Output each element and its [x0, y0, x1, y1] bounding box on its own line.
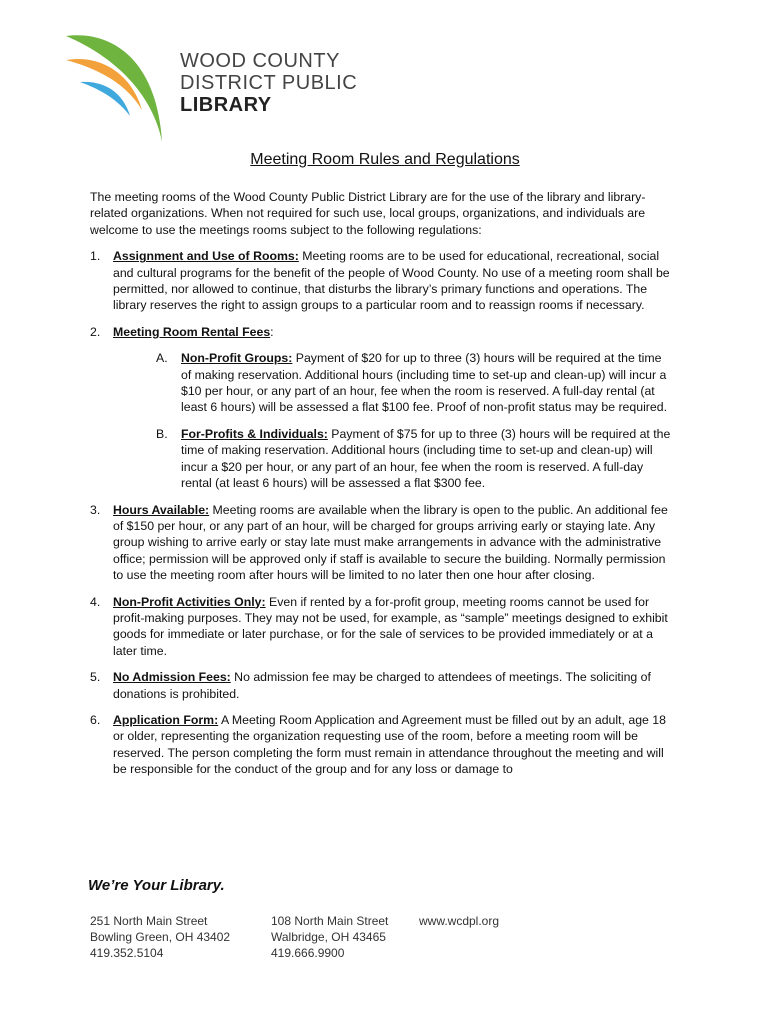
rule-number: 2.: [90, 324, 101, 339]
website-url[interactable]: www.wcdpl.org: [419, 914, 500, 928]
address-city: Bowling Green, OH 43402: [90, 930, 231, 944]
rule-item-3: [90, 502, 675, 584]
rule-item-1: [90, 248, 675, 314]
rule-number: 5.: [90, 670, 101, 685]
rule-subitem-a: [90, 350, 675, 416]
rule-heading: Assignment and Use of Rooms:: [113, 249, 299, 264]
rule-item-5: [90, 669, 675, 702]
rule-item-4: [90, 594, 675, 660]
address-walbridge: [271, 913, 388, 961]
logo-green-swoosh: [66, 35, 162, 142]
brand-line-1: WOOD COUNTY: [180, 50, 340, 72]
website-link[interactable]: [419, 913, 499, 929]
subitem-heading: For-Profits & Individuals:: [181, 426, 328, 441]
rule-text: Meeting rooms are available when the library is open to the public. An additional fee of $150 per hour, or any part of an hour, will be charged for groups arriving early or staying late. Any group wishing to arrive early or stay late must make arrangements in advance with the administrative office; permission will be approved only if staff is available to secure the building. Normally permission to use the meeting room after hours will be limited to no later then one hour after closing.: [113, 502, 668, 583]
rule-heading: Application Form:: [113, 712, 219, 727]
intro-paragraph: The meeting rooms of the Wood County Public District Library are for the use of the library and library-related organizations. When not required for such use, local groups, organizations, and individuals are welcome to use the meetings rooms subject to the following regulations:: [90, 190, 646, 237]
subitem-letter: A.: [156, 351, 168, 366]
rule-text: Meeting rooms are to be used for educational, recreational, social and cultural programs for the benefit of the people of Wood County. No use of a meeting room shall be permitted, nor allowed to continue, that disturbs the library’s primary functions and operations. The library reserves the right to assign groups to a particular room and to reassign rooms if necessary.: [113, 249, 670, 313]
library-logo-icon: [62, 30, 174, 144]
address-street: 251 North Main Street: [90, 914, 208, 928]
rule-item-2: [90, 324, 675, 340]
subitem-letter: B.: [156, 426, 168, 441]
rule-text: Even if rented by a for-profit group, meeting rooms cannot be used for profit-making purposes. They may not be used, for example, as “sample” meetings designed to exhibit goods for immediate or later purchase, or for the sale of services to be provided immediately or at a later time.: [113, 594, 668, 658]
rule-heading: No Admission Fees:: [113, 670, 231, 685]
rule-text: No admission fee may be charged to attendees of meetings. The soliciting of donations is prohibited.: [113, 670, 651, 701]
library-brand: [180, 50, 357, 116]
brand-line-2: DISTRICT PUBLIC: [180, 72, 358, 94]
rule-heading: Non-Profit Activities Only:: [113, 594, 266, 609]
rule-number: 3.: [90, 502, 101, 517]
rule-text: A Meeting Room Application and Agreement must be filled out by an adult, age 18 or older, representing the organization requesting use of the room, before a meeting room will be reserved. The person completing the form must remain in attendance throughout the meeting and will be responsible for the conduct of the group and for any loss or damage to: [113, 712, 666, 777]
brand-line-3: LIBRARY: [180, 94, 272, 116]
address-street: 108 North Main Street: [271, 914, 389, 928]
rule-heading: Hours Available:: [113, 502, 210, 517]
subitem-heading: Non-Profit Groups:: [181, 351, 293, 366]
rule-number: 4.: [90, 594, 101, 609]
rule-text: :: [270, 324, 274, 339]
address-bowling-green: [90, 913, 230, 961]
rule-number: 1.: [90, 249, 101, 264]
document-title: Meeting Room Rules and Regulations: [250, 151, 520, 168]
address-city: Walbridge, OH 43465: [271, 930, 386, 944]
subitem-text: Payment of $75 for up to three (3) hours will be required at the time of making reservation. Additional hours (including time to set-up and clean-up) will incur a $20 per hour, or any part of an hour, fee when the room is reserved. A full-day rental (at least 6 hours) will be assessed a flat $300 fee.: [181, 426, 671, 491]
address-phone: 419.666.9900: [271, 946, 345, 960]
rule-number: 6.: [90, 712, 101, 727]
address-phone: 419.352.5104: [90, 946, 164, 960]
document-body: [90, 189, 675, 788]
subitem-text: Payment of $20 for up to three (3) hours will be required at the time of making reservation. Additional hours (including time to set-up and clean-up) will incur a $10 per hour, or any part of an hour, fee when the room is reserved. A full-day rental (at least 6 hours) will be assessed a flat $100 fee. Proof of non-profit status may be required.: [181, 351, 667, 415]
footer-tagline: We’re Your Library.: [88, 877, 225, 894]
rule-item-6: [90, 712, 675, 778]
rule-heading: Meeting Room Rental Fees: [113, 324, 271, 339]
rule-subitem-b: [90, 426, 675, 492]
